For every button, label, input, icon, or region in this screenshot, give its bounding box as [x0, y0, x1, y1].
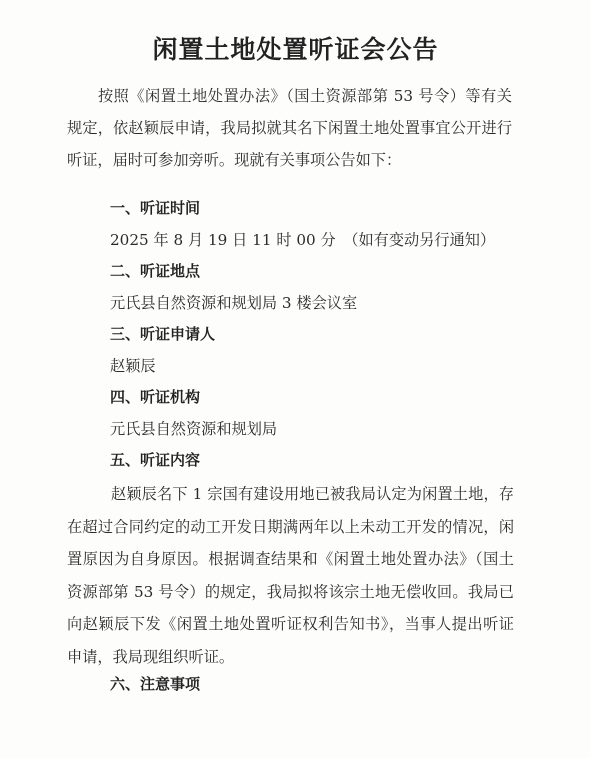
section-heading-applicant: 三、听证申请人 [110, 325, 216, 343]
hearing-location-text: 元氏县自然资源和规划局 3 楼会议室 [110, 294, 358, 312]
organization-text: 元氏县自然资源和规划局 [110, 420, 278, 438]
section-heading-location: 二、听证地点 [110, 262, 201, 280]
hearing-content-paragraph: 赵颖辰名下 1 宗国有建设用地已被我局认定为闲置土地，存在超过合同约定的动工开发日期满两年以上未动工开发的情况，闲置原因为自身原因。根据调查结果和《闲置土地处置办法》（国土资源部第 53 号令）的规定，我局拟将该宗土地无偿收回。我局已向赵颖辰下发《闲置土地处置听证权利告知书》，当事人提出听证申请，我局现组织听证。 [67, 485, 514, 666]
hearing-time-text: 2025 年 8 月 19 日 11 时 00 分 （如有变动另行通知） [110, 231, 496, 249]
section-heading-notes: 六、注意事项 [110, 675, 201, 693]
intro-paragraph: 按照《闲置土地处置办法》（国土资源部第 53 号令）等有关规定，依赵颖辰申请，我局拟就其名下闲置土地处置事宜公开进行听证，届时可参加旁听。现就有关事项公告如下： [67, 87, 512, 169]
document-title: 闲置土地处置听证会公告 [152, 35, 439, 64]
section-heading-time: 一、听证时间 [110, 199, 201, 217]
applicant-name-text: 赵颖辰 [110, 357, 156, 375]
section-heading-content: 五、听证内容 [110, 451, 201, 469]
section-heading-organization: 四、听证机构 [110, 388, 201, 406]
